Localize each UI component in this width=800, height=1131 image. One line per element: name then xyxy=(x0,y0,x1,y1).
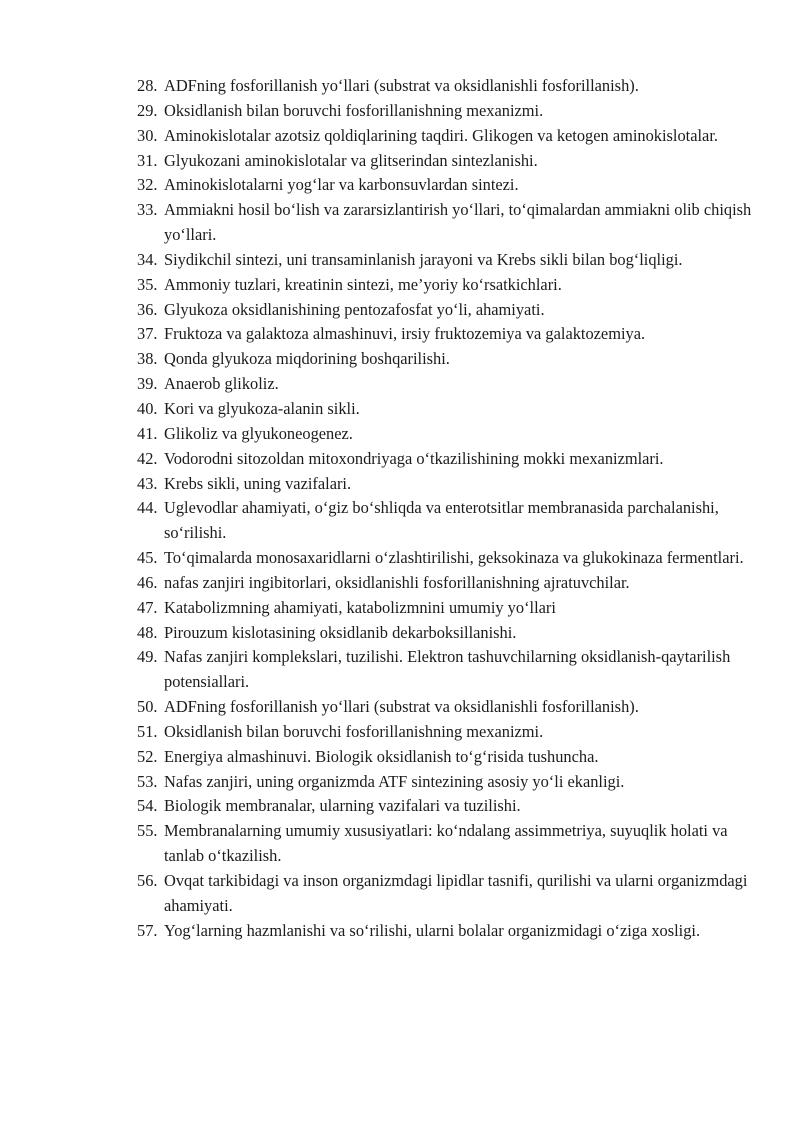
item-number: 29. xyxy=(137,100,158,120)
item-number: 56. xyxy=(137,871,158,890)
item-number: 39. xyxy=(137,374,158,394)
item-number: 40. xyxy=(137,398,158,418)
item-text: Pirouzum kislotasining oksidlanib dekarboksillanishi. xyxy=(164,622,517,642)
list-item xyxy=(137,745,757,770)
item-number: 57. xyxy=(137,920,158,940)
item-text: ADFning fosforillanish yo‘llari (substrat va oksidlanishli fosforillanish). xyxy=(164,697,639,717)
list-item xyxy=(137,372,757,397)
item-text: nafas zanjiri ingibitorlari, oksidlanishli fosforillanishning ajratuvchilar. xyxy=(164,572,630,592)
list-item xyxy=(137,621,757,646)
list-item xyxy=(137,99,757,124)
list-item xyxy=(137,124,757,149)
item-text: Fruktoza va galaktoza almashinuvi, irsiy fruktozemiya va galaktozemiya. xyxy=(164,324,646,344)
list-item xyxy=(137,173,757,198)
item-number: 51. xyxy=(137,721,158,741)
item-number: 46. xyxy=(137,572,158,592)
list-item xyxy=(137,819,757,869)
list-item xyxy=(137,695,757,720)
item-text: Energiya almashinuvi. Biologik oksidlanish to‘g‘risida tushuncha. xyxy=(164,746,599,766)
list-item xyxy=(137,546,757,571)
item-text: Kori va glyukoza-alanin sikli. xyxy=(164,398,360,418)
item-number: 48. xyxy=(137,622,158,642)
item-text: Krebs sikli, uning vazifalari. xyxy=(164,473,352,493)
list-item xyxy=(137,198,757,248)
item-text: Qonda glyukoza miqdorining boshqarilishi. xyxy=(164,349,450,369)
item-text: Aminokislotalar azotsiz qoldiqlarining taqdiri. Glikogen va ketogen aminokislotalar. xyxy=(164,125,718,145)
item-number: 55. xyxy=(137,821,158,841)
list-item xyxy=(137,869,757,919)
list-item xyxy=(137,794,757,819)
list-item xyxy=(137,149,757,174)
list-item xyxy=(137,645,757,695)
item-number: 30. xyxy=(137,125,158,145)
item-text: Katabolizmning ahamiyati, katabolizmnini umumiy yo‘llari xyxy=(164,597,556,617)
item-number: 35. xyxy=(137,274,158,294)
list-item xyxy=(137,322,757,347)
list-item xyxy=(137,347,757,372)
item-number: 50. xyxy=(137,697,158,717)
item-number: 31. xyxy=(137,150,158,170)
item-text: Oksidlanish bilan boruvchi fosforillanishning mexanizmi. xyxy=(164,100,544,120)
list-item xyxy=(137,720,757,745)
list-item xyxy=(137,596,757,621)
list-item xyxy=(137,496,757,546)
list-item xyxy=(137,273,757,298)
item-text: To‘qimalarda monosaxaridlarni o‘zlashtirilishi, geksokinaza va glukokinaza fermentlari. xyxy=(164,548,744,568)
item-text: Yog‘larning hazmlanishi va so‘rilishi, ularni bolalar organizmidagi o‘ziga xosligi. xyxy=(164,920,701,940)
item-number: 53. xyxy=(137,771,158,791)
item-number: 49. xyxy=(137,647,158,667)
item-number: 41. xyxy=(137,423,158,443)
item-text: Uglevodlar ahamiyati, o‘giz bo‘shliqda va enterotsitlar membranasida parchalanishi, so‘rilishi. xyxy=(164,498,719,543)
item-text: Nafas zanjiri komplekslari, tuzilishi. Elektron tashuvchilarning oksidlanish-qaytarilish potensiallari. xyxy=(164,647,731,692)
item-number: 44. xyxy=(137,498,158,518)
list-item xyxy=(137,571,757,596)
item-text: Ammiakni hosil bo‘lish va zararsizlantirish yo‘llari, to‘qimalardan ammiakni olib chiqish yo‘llari. xyxy=(164,200,752,245)
item-number: 34. xyxy=(137,249,158,269)
item-text: Siydikchil sintezi, uni transaminlanish jarayoni va Krebs sikli bilan bog‘liqligi. xyxy=(164,249,683,269)
list-item xyxy=(137,298,757,323)
item-text: Glyukozani aminokislotalar va glitserindan sintezlanishi. xyxy=(164,150,538,170)
item-number: 52. xyxy=(137,746,158,766)
list-item xyxy=(137,422,757,447)
item-number: 54. xyxy=(137,796,158,816)
item-number: 47. xyxy=(137,597,158,617)
item-text: Vodorodni sitozoldan mitoxondriyaga o‘tkazilishining mokki mexanizmlari. xyxy=(164,448,664,468)
item-number: 28. xyxy=(137,76,158,95)
item-text: Nafas zanjiri, uning organizmda ATF sintezining asosiy yo‘li ekanligi. xyxy=(164,771,625,791)
item-text: Ovqat tarkibidagi va inson organizmdagi lipidlar tasnifi, qurilishi va ularni organizmdagi ahamiyati. xyxy=(164,871,748,915)
item-number: 45. xyxy=(137,548,158,568)
item-text: Anaerob glikoliz. xyxy=(164,374,279,394)
list-item xyxy=(137,74,757,99)
item-text: Biologik membranalar, ularning vazifalari va tuzilishi. xyxy=(164,796,521,816)
item-text: ADFning fosforillanish yo‘llari (substrat va oksidlanishli fosforillanish). xyxy=(164,76,639,95)
item-number: 33. xyxy=(137,200,158,220)
list-item xyxy=(137,472,757,497)
list-item xyxy=(137,770,757,795)
item-number: 38. xyxy=(137,349,158,369)
list-item xyxy=(137,447,757,472)
item-number: 43. xyxy=(137,473,158,493)
item-number: 32. xyxy=(137,175,158,195)
list-item xyxy=(137,248,757,273)
list-item xyxy=(137,397,757,422)
question-list xyxy=(137,74,757,944)
item-text: Glikoliz va glyukoneogenez. xyxy=(164,423,353,443)
item-text: Membranalarning umumiy xususiyatlari: ko‘ndalang assimmetriya, suyuqlik holati va tanlab o‘tkazilish. xyxy=(164,821,728,866)
item-text: Glyukoza oksidlanishining pentozafosfat yo‘li, ahamiyati. xyxy=(164,299,545,319)
item-number: 36. xyxy=(137,299,158,319)
list-item xyxy=(137,919,757,944)
item-text: Ammoniy tuzlari, kreatinin sintezi, me’yoriy ko‘rsatkichlari. xyxy=(164,274,562,294)
item-text: Aminokislotalarni yog‘lar va karbonsuvlardan sintezi. xyxy=(164,175,519,195)
item-number: 37. xyxy=(137,324,158,344)
item-number: 42. xyxy=(137,448,158,468)
item-text: Oksidlanish bilan boruvchi fosforillanishning mexanizmi. xyxy=(164,721,544,741)
